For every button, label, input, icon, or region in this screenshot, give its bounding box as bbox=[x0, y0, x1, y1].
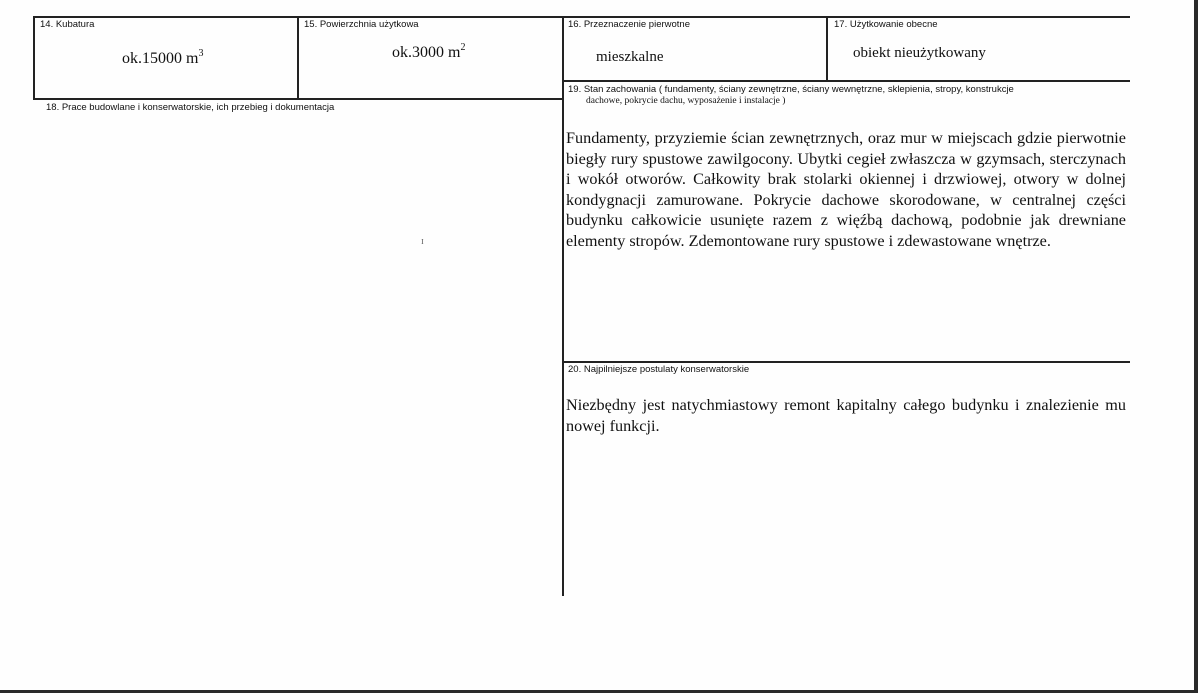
field-15-value-text: ok.3000 m bbox=[392, 44, 461, 61]
scan-speck: ɪ bbox=[421, 236, 424, 247]
scan-edge-right bbox=[1194, 0, 1198, 693]
divider-16-17 bbox=[826, 16, 828, 82]
field-16-value: mieszkalne bbox=[596, 49, 664, 65]
field-17-label: 17. Użytkowanie obecne bbox=[834, 19, 938, 30]
field-14-exponent: 3 bbox=[198, 48, 204, 59]
field-17-value: obiekt nieużytkowany bbox=[853, 45, 986, 61]
rule-above-20 bbox=[563, 361, 1130, 363]
field-14-value-text: ok.15000 m bbox=[122, 50, 199, 67]
rule-under-14-15 bbox=[34, 98, 563, 100]
field-19-label-line1: 19. Stan zachowania ( fundamenty, ściany zewnętrzne, ściany wewnętrzne, sklepienia, stropy, konstrukcje bbox=[568, 84, 1014, 95]
field-14-label: 14. Kubatura bbox=[40, 19, 95, 30]
field-20-label: 20. Najpilniejsze postulaty konserwatorskie bbox=[568, 364, 750, 375]
field-18-label: 18. Prace budowlane i konserwatorskie, ich przebieg i dokumentacja bbox=[46, 102, 335, 113]
divider-15-16 bbox=[562, 16, 564, 596]
field-19-label-line2: dachowe, pokrycie dachu, wyposażenie i instalacje ) bbox=[586, 96, 786, 106]
divider-14-15 bbox=[297, 16, 299, 98]
top-rule bbox=[34, 16, 1130, 18]
field-19-text: Fundamenty, przyziemie ścian zewnętrznych, oraz mur w miejscach gdzie pierwotnie biegły rury spustowe zawilgocony. Ubytki cegieł zwłaszcza w gzymsach, sterczynach i wokół otworów. Całkowity brak stolarki okiennej i drzwiowej, otwory w dolnej kondygnacji zamurowane. Pokrycie dachowe skorodowane, w centralnej części budynku całkowicie usunięte razem z więźbą dachową, podobnie jak drewniane elementy stropów. Zdemontowane rury spustowe i zdewastowane wnętrze. bbox=[566, 129, 1126, 250]
field-14-value bbox=[122, 50, 203, 68]
left-rule bbox=[33, 16, 35, 100]
rule-under-16-17 bbox=[563, 80, 1130, 82]
field-20-text: Niezbędny jest natychmiastowy remont kapitalny całego budynku i znalezienie mu nowej funkcji. bbox=[566, 396, 1126, 435]
field-15-label: 15. Powierzchnia użytkowa bbox=[304, 19, 419, 30]
field-16-label: 16. Przeznaczenie pierwotne bbox=[568, 19, 690, 30]
field-15-value bbox=[392, 44, 465, 62]
field-15-exponent: 2 bbox=[460, 42, 466, 53]
